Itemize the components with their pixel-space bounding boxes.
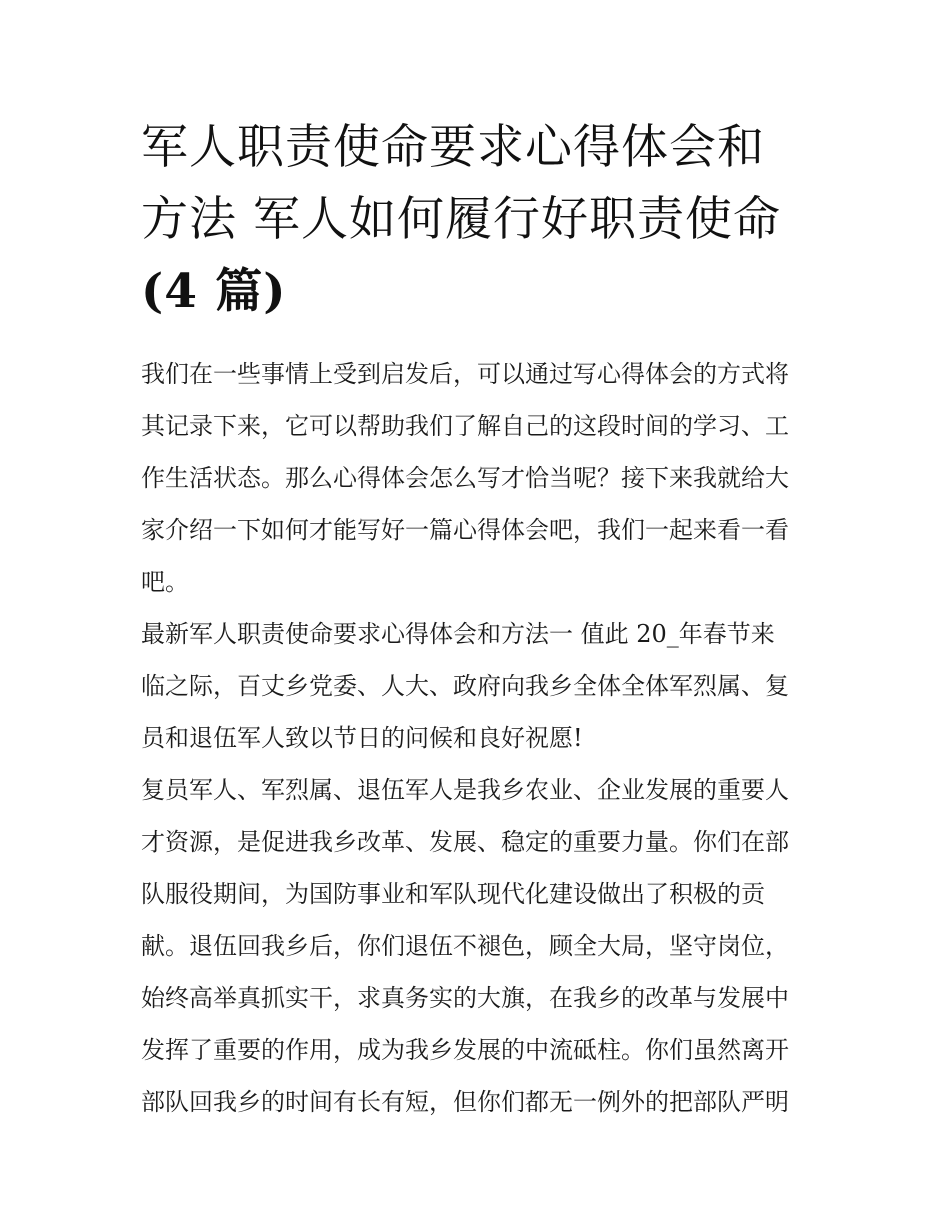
text-line: 队服役期间，为国防事业和军队现代化建设做出了积极的贡 <box>141 880 765 908</box>
text-line: 发挥了重要的作用，成为我乡发展的中流砥柱。你们虽然离开 <box>141 1036 789 1064</box>
text-line: 员和退伍军人致以节日的问候和良好祝愿! <box>141 724 583 752</box>
document-page <box>141 112 813 1128</box>
document-title <box>141 112 813 328</box>
paragraph-intro <box>141 348 813 608</box>
text-line: 始终高举真抓实干，求真务实的大旗，在我乡的改革与发展中 <box>141 984 789 1012</box>
title-line-2: 方法 军人如何履行好职责使命 <box>141 192 781 247</box>
text-line: 复员军人、军烈属、退伍军人是我乡农业、企业发展的重要人 <box>141 776 789 804</box>
document-body <box>141 348 813 1128</box>
paragraph-greeting <box>141 608 813 764</box>
text-line: 我们在一些事情上受到启发后，可以通过写心得体会的方式将 <box>141 360 789 388</box>
text-line: 部队回我乡的时间有长有短，但你们都无一例外的把部队严明 <box>141 1088 789 1116</box>
text-line: 吧。 <box>141 568 189 596</box>
text-line: 其记录下来，它可以帮助我们了解自己的这段时间的学习、工 <box>141 412 789 440</box>
text-line: 家介绍一下如何才能写好一篇心得体会吧，我们一起来看一看 <box>141 516 789 544</box>
text-line: 临之际，百丈乡党委、人大、政府向我乡全体全体军烈属、复 <box>141 672 789 700</box>
text-line: 作生活状态。那么心得体会怎么写才恰当呢？接下来我就给大 <box>141 464 789 492</box>
text-line: 最新军人职责使命要求心得体会和方法一 值此 20_年春节来 <box>141 620 775 648</box>
text-line: 才资源，是促进我乡改革、发展、稳定的重要力量。你们在部 <box>141 828 789 856</box>
paragraph-veterans <box>141 764 813 1128</box>
text-line: 献。退伍回我乡后，你们退伍不褪色，顾全大局，坚守岗位， <box>141 932 789 960</box>
title-line-3: (4 篇) <box>141 264 287 319</box>
title-line-1: 军人职责使命要求心得体会和 <box>141 120 765 175</box>
